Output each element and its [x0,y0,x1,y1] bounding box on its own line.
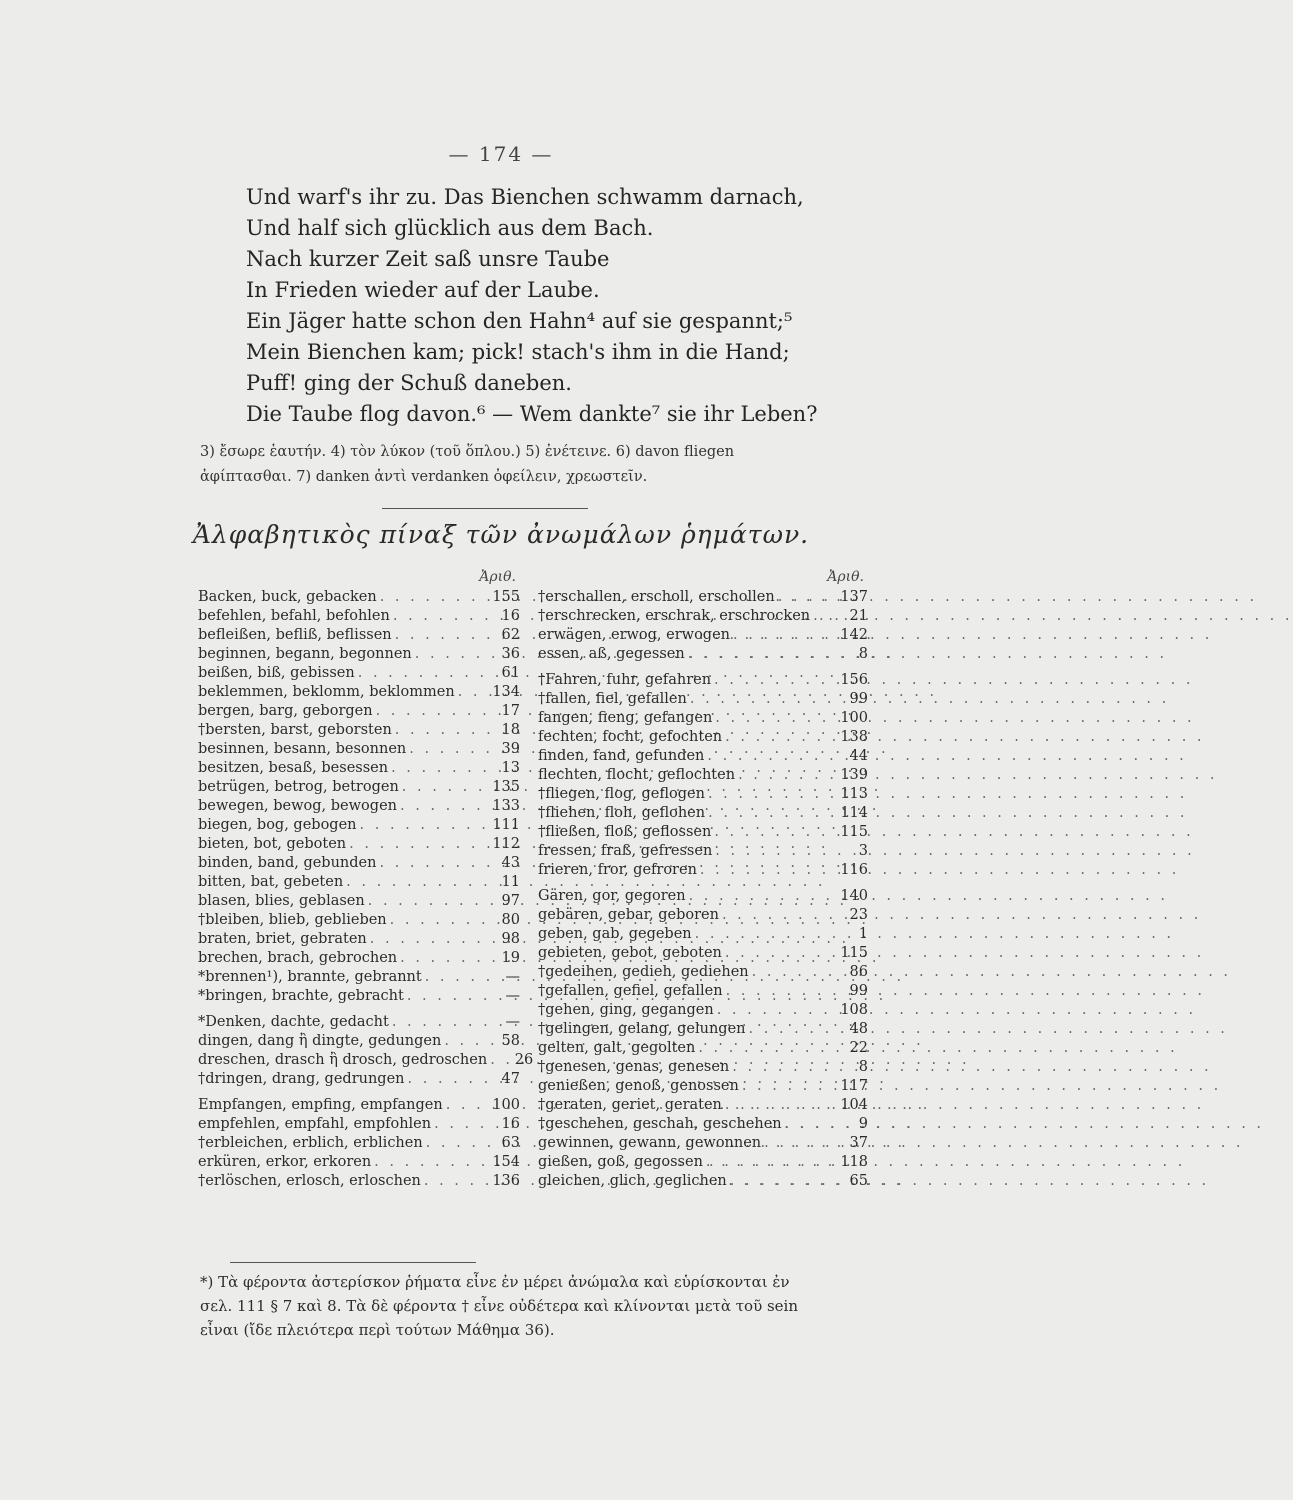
leader-dots [685,645,838,664]
verb-forms: dreschen, drasch ἢ drosch, gedroschen [198,1052,488,1068]
lesson-number: 8 [858,646,868,662]
lesson-number: 104 [840,1097,868,1113]
lesson-number: 11 [501,874,520,890]
lesson-number: 98 [501,931,520,947]
verb-entry [538,1153,868,1172]
verb-entry [538,1058,868,1077]
poem-line: Die Taube flog davon.⁶ — Wem dankte⁷ sie ihr Leben? [246,402,818,426]
lesson-number: 18 [501,722,520,738]
footnote-block [200,1270,880,1342]
leader-dots [392,721,490,740]
verb-forms: †gelingen, gelang, gelungen [538,1021,746,1037]
leader-dots [687,690,838,709]
verb-forms: binden, band, gebunden [198,855,377,871]
lesson-number: 114 [840,805,868,821]
lesson-number: 65 [849,1173,868,1189]
verb-forms: Backen, buck, gebacken [198,589,377,605]
leader-dots [397,949,490,968]
verb-table-right-column [538,566,868,1191]
verb-forms: †gehen, ging, gegangen [538,1002,714,1018]
lesson-number: 36 [501,646,520,662]
verb-forms: †fließen, floß, geflossen [538,824,712,840]
verb-entry [198,930,520,949]
poem-line: Nach kurzer Zeit saß unsre Taube [246,247,610,271]
lesson-number: 58 [501,1033,520,1049]
leader-dots [705,785,838,804]
leader-dots [711,823,838,842]
leader-dots [761,1134,838,1153]
verb-forms: †genesen, genas, genesen [538,1059,730,1075]
verb-entry [198,797,520,816]
poem-line: Und warf's ihr zu. Das Bienchen schwamm darnach, [246,185,804,209]
leader-dots [422,968,490,987]
verb-entry [198,835,520,854]
verb-entry [538,944,868,963]
lesson-number: 140 [840,888,868,904]
verb-entry [198,1032,520,1051]
verb-entry [538,925,868,944]
verb-forms: gießen, goß, gegossen [538,1154,703,1170]
verb-forms: fressen, fraß, gefressen [538,843,713,859]
verb-entry [198,683,520,702]
verb-forms: betrügen, betrog, betrogen [198,779,399,795]
verb-forms: bergen, barg, geborgen [198,703,373,719]
verb-forms: genießen, genoß, genossen [538,1078,739,1094]
lesson-number: 116 [840,862,868,878]
verb-entry [538,842,868,861]
lesson-number: 21 [849,608,868,624]
leader-dots [405,1070,490,1089]
verb-entry [198,949,520,968]
lesson-number: 8 [858,1059,868,1075]
verb-forms: flechten, flocht, geflochten [538,767,736,783]
verb-forms: †bersten, barst, geborsten [198,722,392,738]
footnote-line: *) Τὰ φέροντα ἀστερίσκον ῥήματα εἶνε ἐν μέρει ἀνώμαλα καὶ εὑρίσκονται ἐν [200,1273,790,1291]
leader-dots [723,982,838,1001]
lesson-number: 37 [849,1135,868,1151]
lesson-number: 115 [840,945,868,961]
verb-forms: †dringen, drang, gedrungen [198,1071,405,1087]
footnote-line: εἶναι (ἴδε πλειότερα περὶ τούτων Μάθημα 36). [200,1321,555,1339]
verb-entry [538,1020,868,1039]
leader-dots [697,861,838,880]
footnote-line: σελ. 111 § 7 καὶ 8. Τὰ δὲ φέροντα † εἶνε οὐδέτερα καὶ κλίνονται μετὰ τοῦ sein [200,1297,798,1315]
verb-forms: bewegen, bewog, bewogen [198,798,397,814]
verb-entry [538,747,868,766]
verb-entry [538,1001,868,1020]
note-line: 3) ἔσωρε ἑαυτήν. 4) τὸν λύκον (τοῦ ὅπλου.) 5) ἐνέτεινε. 6) davon fliegen [200,444,735,460]
leader-dots [392,626,490,645]
leader-dots [739,1077,838,1096]
verb-forms: befehlen, befahl, befohlen [198,608,390,624]
verb-entry [198,1096,520,1115]
poem-line: Puff! ging der Schuß daneben. [246,371,572,395]
verb-forms: †fallen, fiel, gefallen [538,691,687,707]
leader-dots [406,740,490,759]
verb-forms: biegen, bog, gebogen [198,817,357,833]
verb-entry [198,1051,534,1070]
verb-entry [198,702,520,721]
lesson-number: 136 [492,1173,520,1189]
leader-dots [365,892,490,911]
verb-entry [198,740,520,759]
verb-forms: *Denken, dachte, gedacht [198,1014,389,1030]
verb-entry [198,588,520,607]
verb-entry [198,1115,520,1134]
leader-dots [355,664,490,683]
verb-entry [538,1172,868,1191]
lesson-number: 17 [501,703,520,719]
lesson-number: 115 [840,824,868,840]
lesson-number: 26 [514,1052,534,1068]
leader-dots [775,588,838,607]
leader-dots [719,906,838,925]
verb-forms: Empfangen, empfing, empfangen [198,1097,443,1113]
verb-forms: †gedeihen, gedieh, gediehen [538,964,749,980]
verb-forms: beklemmen, beklomm, beklommen [198,684,455,700]
lesson-number: 99 [849,983,868,999]
leader-dots [730,626,838,645]
verb-entry [538,1039,868,1058]
verb-entry [538,1134,868,1153]
poem-line: Und half sich glücklich aus dem Bach. [246,216,654,240]
verb-entry [538,963,868,982]
verb-forms: bieten, bot, geboten [198,836,347,852]
verb-forms: fangen, fieng, gefangen [538,710,713,726]
verb-entry [198,778,520,797]
verb-entry [198,911,520,930]
lesson-number: 118 [840,1154,868,1170]
leader-dots [376,854,490,873]
lesson-number: 80 [501,912,520,928]
lesson-number: — [505,969,520,985]
lesson-number: 43 [501,855,520,871]
lesson-number: 97 [501,893,520,909]
verb-entry [538,766,868,785]
verb-entry [538,588,868,607]
leader-dots [727,1172,838,1191]
leader-dots [695,1039,838,1058]
verb-forms: besinnen, besann, besonnen [198,741,407,757]
verb-entry [538,645,868,664]
leader-dots [749,963,838,982]
verb-forms: beißen, biß, gebissen [198,665,355,681]
poem-line: Ein Jäger hatte schon den Hahn⁴ auf sie gespannt;⁵ [246,309,793,333]
leader-dots [346,835,490,854]
leader-dots [714,1001,838,1020]
verb-forms: braten, briet, gebraten [198,931,367,947]
lesson-number: 63 [501,1135,520,1151]
leader-dots [367,930,490,949]
verb-forms: finden, fand, gefunden [538,748,705,764]
lesson-number: 99 [849,691,868,707]
leader-dots [705,804,838,823]
verb-entry [198,1172,520,1191]
leader-dots [686,887,838,906]
lesson-number: 139 [840,767,868,783]
leader-dots [782,1115,838,1134]
verb-forms: gleichen, glich, geglichen [538,1173,727,1189]
verb-forms: †erschallen, erscholl, erschollen [538,589,775,605]
verb-forms: †erbleichen, erblich, erblichen [198,1135,423,1151]
leader-dots [735,766,838,785]
verb-entry [198,892,520,911]
verb-forms: †geschehen, geschah, geschehen [538,1116,782,1132]
lesson-number: 108 [840,1002,868,1018]
leader-dots [729,1058,838,1077]
verb-forms: Gären, gor, gegoren [538,888,686,904]
verb-entry [538,607,868,626]
verb-entry [538,785,868,804]
verb-forms: †Fahren, fuhr, gefahren [538,672,712,688]
verb-entry [198,1134,520,1153]
lesson-number: 16 [501,1116,520,1132]
leader-dots [373,702,490,721]
leader-dots [703,1153,838,1172]
page-number: — 174 — [448,142,554,166]
lesson-number: 3 [858,843,868,859]
verb-forms: befleißen, befliß, beflissen [198,627,392,643]
column-header: Ἀριθ. [479,569,516,585]
leader-dots [397,797,490,816]
verb-entry [538,690,868,709]
verb-entry [538,861,868,880]
verb-entry [198,968,520,987]
leader-dots [389,1013,490,1032]
verb-table-left-column [198,566,534,1191]
lesson-number: 48 [849,1021,868,1037]
lesson-number: 19 [501,950,520,966]
lesson-number: 155 [492,589,520,605]
verb-entry [198,664,520,683]
lesson-number: 61 [501,665,520,681]
leader-dots [692,925,838,944]
leader-dots [722,944,838,963]
leader-dots [722,728,838,747]
verb-entry [538,982,868,1001]
verb-entry [198,626,520,645]
verb-entry [538,804,868,823]
leader-dots [357,816,490,835]
verb-forms: frieren, fror, gefroren [538,862,697,878]
verb-entry [538,709,868,728]
verb-forms: erwägen, erwog, erwogen [538,627,730,643]
leader-dots [712,842,838,861]
verb-forms: †erlöschen, erlosch, erloschen [198,1173,421,1189]
leader-dots [441,1032,490,1051]
verb-forms: geben, gab, gegeben [538,926,692,942]
leader-dots [412,645,490,664]
right-rows [538,588,868,1191]
verb-forms: *brennen¹), brannte, gebrannt [198,969,422,985]
verb-entry [538,626,868,645]
verb-forms: †fliehen, floh, geflohen [538,805,706,821]
lesson-number: — [505,988,520,1004]
lesson-number: 16 [501,608,520,624]
lesson-number: 1 [858,926,868,942]
verb-entry [198,873,520,892]
poem-notes [200,440,870,490]
note-line: ἀφίπτασθαι. 7) danken ἀντὶ verdanken ὀφείλειν, χρεωστεῖν. [200,469,648,485]
leader-dots [423,1134,490,1153]
lesson-number: 113 [840,786,868,802]
leader-dots [404,987,490,1006]
lesson-number: 156 [840,672,868,688]
verb-forms: besitzen, besaß, besessen [198,760,389,776]
verb-forms: †fliegen, flog, geflogen [538,786,705,802]
lesson-number: 86 [849,964,868,980]
footnote-divider [230,1262,476,1263]
verb-entry [538,1096,868,1115]
lesson-number: 117 [840,1078,868,1094]
leader-dots [431,1115,490,1134]
verb-forms: brechen, brach, gebrochen [198,950,398,966]
verb-forms: erküren, erkor, erkoren [198,1154,372,1170]
verb-entry [538,823,868,842]
verb-forms: beginnen, begann, begonnen [198,646,412,662]
leader-dots [388,759,490,778]
verb-entry [198,987,520,1006]
verb-entry [198,816,520,835]
lesson-number: 100 [840,710,868,726]
poem-line: Mein Bienchen kam; pick! stach's ihm in die Hand; [246,340,790,364]
verb-entry [198,1013,520,1032]
leader-dots [722,1096,838,1115]
leader-dots [712,709,838,728]
leader-dots [711,671,838,690]
lesson-number: 22 [849,1040,868,1056]
lesson-number: 62 [501,627,520,643]
lesson-number: 47 [501,1071,520,1087]
verb-forms: †erschrecken, erschrak, erschrocken [538,608,811,624]
verb-forms: †gefallen, gefiel, gefallen [538,983,723,999]
verb-entry [538,671,868,690]
verb-forms: *bringen, brachte, gebracht [198,988,404,1004]
verb-forms: †bleiben, blieb, geblieben [198,912,387,928]
leader-dots [746,1020,838,1039]
verb-entry [198,607,520,626]
verb-entry [198,759,520,778]
verb-entry [198,1070,520,1089]
lesson-number: 111 [492,817,520,833]
verb-forms: dingen, dang ἢ dingte, gedungen [198,1033,442,1049]
leader-dots [421,1172,490,1191]
verb-entry [198,645,520,664]
lesson-number: 13 [501,760,520,776]
lesson-number: 133 [492,798,520,814]
verb-forms: essen, aß, gegessen [538,646,685,662]
leader-dots [487,1051,503,1070]
lesson-number: — [505,1014,520,1030]
lesson-number: 23 [849,907,868,923]
lesson-number: 142 [840,627,868,643]
leader-dots [455,683,490,702]
divider-rule [382,508,588,509]
verb-forms: gewinnen, gewann, gewonnen [538,1135,762,1151]
verb-entry [538,728,868,747]
leader-dots [343,873,490,892]
poem-block [246,182,866,430]
lesson-number: 138 [840,729,868,745]
leader-dots [704,747,838,766]
leader-dots [387,911,490,930]
lesson-number: 154 [492,1154,520,1170]
verb-entry [198,1153,520,1172]
leader-dots [399,778,490,797]
verb-entry [538,887,868,906]
verb-forms: bitten, bat, gebeten [198,874,344,890]
leader-dots [371,1153,490,1172]
verb-forms: empfehlen, empfahl, empfohlen [198,1116,432,1132]
verb-forms: gebieten, gebot, geboten [538,945,722,961]
lesson-number: 134 [492,684,520,700]
lesson-number: 39 [501,741,520,757]
left-rows [198,588,534,1191]
verb-forms: blasen, blies, geblasen [198,893,365,909]
verb-entry [198,721,520,740]
lesson-number: 100 [492,1097,520,1113]
leader-dots [377,588,490,607]
poem-line: In Frieden wieder auf der Laube. [246,278,600,302]
verb-forms: gebären, gebar, geboren [538,907,719,923]
column-header: Ἀριθ. [827,569,864,585]
verb-entry [538,1115,868,1134]
lesson-number: 112 [492,836,520,852]
verb-entry [198,854,520,873]
lesson-number: 135 [492,779,520,795]
verb-forms: gelten, galt, gegolten [538,1040,696,1056]
leader-dots [443,1096,490,1115]
verb-forms: †geraten, geriet, geraten [538,1097,722,1113]
lesson-number: 137 [840,589,868,605]
table-title: Ἀλφαβητικὸς πίναξ τῶν ἀνωμάλων ῥημάτων. [192,520,810,549]
lesson-number: 44 [849,748,868,764]
verb-forms: fechten, focht, gefochten [538,729,723,745]
verb-entry [538,906,868,925]
leader-dots [390,607,490,626]
leader-dots [810,607,838,626]
lesson-number: 9 [858,1116,868,1132]
verb-entry [538,1077,868,1096]
